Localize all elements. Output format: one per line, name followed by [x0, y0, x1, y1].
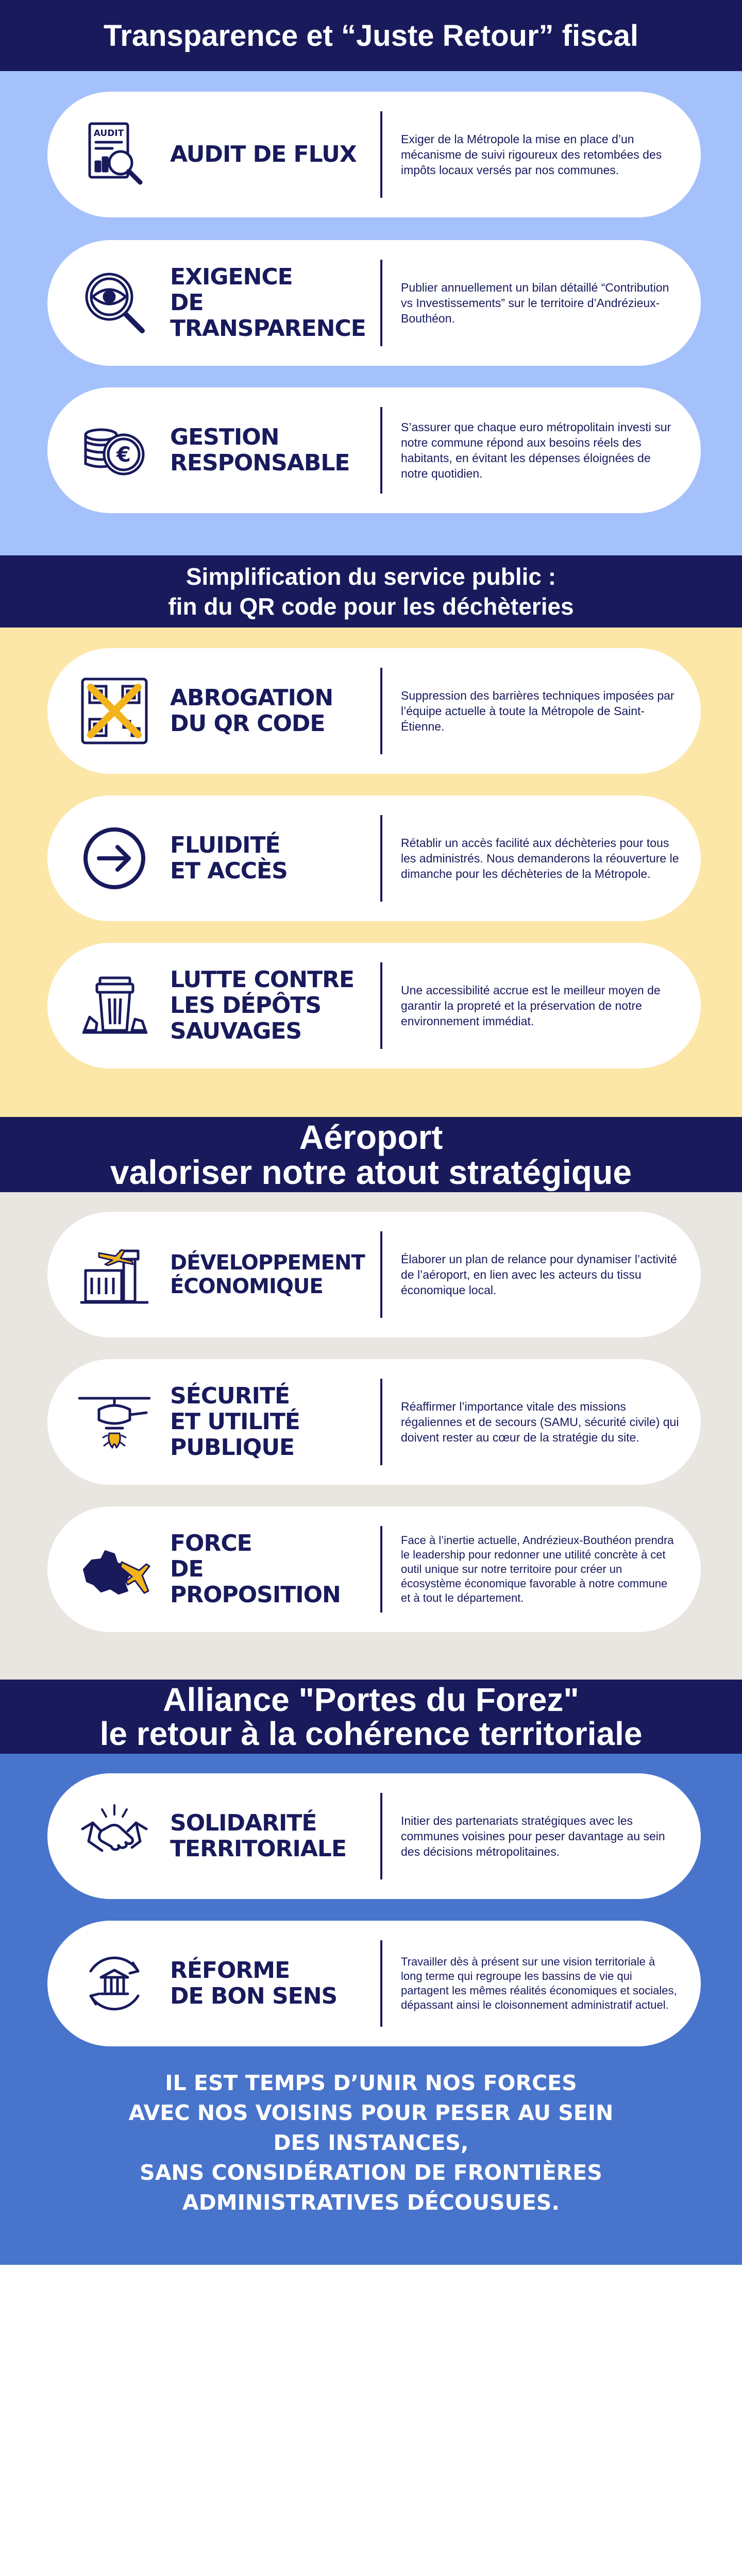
card-description: Suppression des barrières techniques imposées par l’équipe actuelle à toute la Métropole de Saint-Étienne. — [401, 689, 674, 733]
card-lutte-depots — [47, 943, 701, 1069]
section4-body — [0, 1754, 742, 2265]
card-title-line: DÉVELOPPEMENT — [170, 1251, 365, 1275]
card-description: Initier des partenariats stratégiques avec les communes voisines pour peser davantage au sein des décisions métropolitaines. — [401, 1814, 665, 1858]
card-divider — [380, 1526, 382, 1613]
card-description: Rétablir un accès facilité aux déchèteries pour tous les administrés. Nous demanderons la réouverture le dimanche pour les déchèteries de la Métropole. — [401, 836, 679, 880]
audit-magnifier-icon — [78, 118, 150, 191]
card-divider — [380, 260, 382, 346]
card-title-line: LES DÉPÔTS — [170, 992, 322, 1019]
card-description: Exiger de la Métropole la mise en place d’un mécanisme de suivi rigoureux des retombées des impôts locaux versés par nos communes. — [401, 132, 662, 177]
card-title-line: FLUIDITÉ — [170, 832, 280, 858]
card-title — [170, 387, 376, 513]
section4-title-line: Alliance "Portes du Forez" — [163, 1681, 579, 1718]
section2-header — [0, 555, 742, 628]
section1-header — [0, 0, 742, 71]
card-divider — [380, 815, 382, 902]
card-description: Une accessibilité accrue est le meilleur moyen de garantir la propreté et la préservation de notre environnement immédiat. — [401, 984, 661, 1028]
card-exigence-transparence — [47, 240, 701, 366]
trash-bin-icon — [78, 970, 150, 1042]
card-title-line: GESTION — [170, 424, 279, 450]
card-force-proposition — [47, 1506, 701, 1632]
section1-body — [0, 71, 742, 555]
card-title-line: ABROGATION — [170, 685, 333, 711]
section1-title: Transparence et “Juste Retour” fiscal — [104, 19, 638, 53]
card-title-line: DE BON SENS — [170, 1983, 338, 2009]
card-title-line: DE TRANSPARENCE — [170, 290, 366, 342]
card-title — [170, 795, 376, 921]
section2-title-line: Simplification du service public : — [185, 563, 556, 590]
card-title-line: FORCE — [170, 1530, 252, 1556]
airport-plane-icon — [78, 1239, 150, 1311]
card-divider — [380, 1379, 382, 1465]
card-divider — [380, 1231, 382, 1318]
handshake-icon — [78, 1800, 150, 1872]
card-title — [170, 92, 376, 217]
eye-magnifier-icon — [78, 267, 150, 339]
territory-map-plane-icon — [78, 1533, 150, 1605]
card-title — [170, 648, 376, 774]
section4-header — [0, 1680, 742, 1754]
card-title-line: SOLIDARITÉ — [170, 1810, 317, 1836]
card-description: Publier annuellement un bilan détaillé “Contribution vs Investissements” sur le territoire d’Andrézieux-Bouthéon. — [401, 281, 669, 325]
card-title — [170, 1773, 376, 1899]
card-title-line: SÉCURITÉ — [170, 1383, 290, 1409]
card-fluidite-acces — [47, 795, 701, 921]
card-title-line: ET UTILITÉ — [170, 1409, 300, 1435]
card-solidarite — [47, 1773, 701, 1899]
audit-icon-label: AUDIT — [93, 128, 124, 139]
card-title-line: AUDIT DE FLUX — [170, 141, 357, 167]
card-description: Réaffirmer l’importance vitale des missions régaliennes et de secours (SAMU, sécurité civile) qui doivent rester au cœur de la stratégie du site. — [401, 1400, 679, 1444]
card-reforme — [47, 1921, 701, 2046]
card-description: Élaborer un plan de relance pour dynamiser l’activité de l’aéroport, en lien avec les acteurs du tissu économique local. — [401, 1252, 677, 1297]
closing-line: SANS CONSIDÉRATION DE FRONTIÈRES — [140, 2160, 602, 2185]
card-divider — [380, 111, 382, 198]
institution-cycle-icon — [78, 1947, 150, 2020]
card-title — [170, 1359, 376, 1485]
card-title — [170, 943, 376, 1069]
closing-statement — [82, 2068, 660, 2217]
card-divider — [380, 1793, 382, 1879]
closing-line: IL EST TEMPS D’UNIR NOS FORCES — [165, 2071, 577, 2095]
closing-line: DES INSTANCES, — [273, 2130, 469, 2155]
card-divider — [380, 962, 382, 1049]
arrow-right-circle-icon — [78, 822, 150, 894]
card-securite — [47, 1359, 701, 1485]
section3-header — [0, 1117, 742, 1192]
section2-title-line: fin du QR code pour les déchèteries — [168, 593, 574, 620]
card-title-line: RESPONSABLE — [170, 450, 350, 476]
card-audit-flux — [47, 92, 701, 217]
card-title-line: PROPOSITION — [170, 1582, 341, 1608]
card-title — [170, 1506, 376, 1632]
card-description: S’assurer que chaque euro métropolitain investi sur notre commune répond aux besoins réels des habitants, en évitant les dépenses éloignées de notre quotidien. — [401, 420, 671, 480]
euro-coins-icon — [78, 414, 150, 486]
card-title-line: EXIGENCE — [170, 264, 293, 290]
section2-body — [0, 628, 742, 1117]
section3-body — [0, 1192, 742, 1680]
card-abrogation-qr — [47, 648, 701, 774]
card-gestion-responsable — [47, 387, 701, 513]
card-title-line: RÉFORME — [170, 1957, 290, 1984]
card-title-line: TERRITORIALE — [170, 1836, 347, 1862]
rescue-helicopter-icon — [78, 1386, 150, 1458]
card-title — [170, 1212, 376, 1337]
card-description: Face à l’inertie actuelle, Andrézieux-Bouthéon prendra le leadership pour redonner une utilité concrète à cet outil unique sur notre territoire pour créer un écosystème économique favorable à notre commune et à tout le département. — [401, 1534, 674, 1604]
card-title-line: ET ACCÈS — [170, 858, 288, 884]
card-title-line: LUTTE CONTRE — [170, 967, 355, 993]
card-title — [170, 1921, 376, 2046]
card-divider — [380, 1940, 382, 2027]
card-title-line: ÉCONOMIQUE — [170, 1275, 323, 1298]
card-title-line: DE — [170, 1556, 204, 1582]
section3-title-line: valoriser notre atout stratégique — [110, 1153, 632, 1191]
card-divider — [380, 668, 382, 754]
euro-symbol: € — [116, 443, 131, 467]
card-developpement — [47, 1212, 701, 1337]
card-title-line: PUBLIQUE — [170, 1434, 295, 1461]
card-description: Travailler dès à présent sur une vision territoriale à long terme qui regroupe les bassins de vie qui partagent les mêmes réalités économiques et sociales, dépassant ainsi le cloisonnement administratif actuel. — [401, 1955, 677, 2011]
closing-line: ADMINISTRATIVES DÉCOUSUES. — [182, 2190, 560, 2215]
crossed-qr-code-icon — [78, 675, 150, 747]
card-divider — [380, 407, 382, 494]
section3-title-line: Aéroport — [299, 1118, 443, 1156]
section4-title-line: le retour à la cohérence territoriale — [99, 1715, 643, 1752]
card-title-line: SAUVAGES — [170, 1018, 302, 1044]
closing-line: AVEC NOS VOISINS POUR PESER AU SEIN — [128, 2100, 614, 2125]
card-title — [170, 240, 376, 366]
card-title-line: DU QR CODE — [170, 710, 325, 737]
